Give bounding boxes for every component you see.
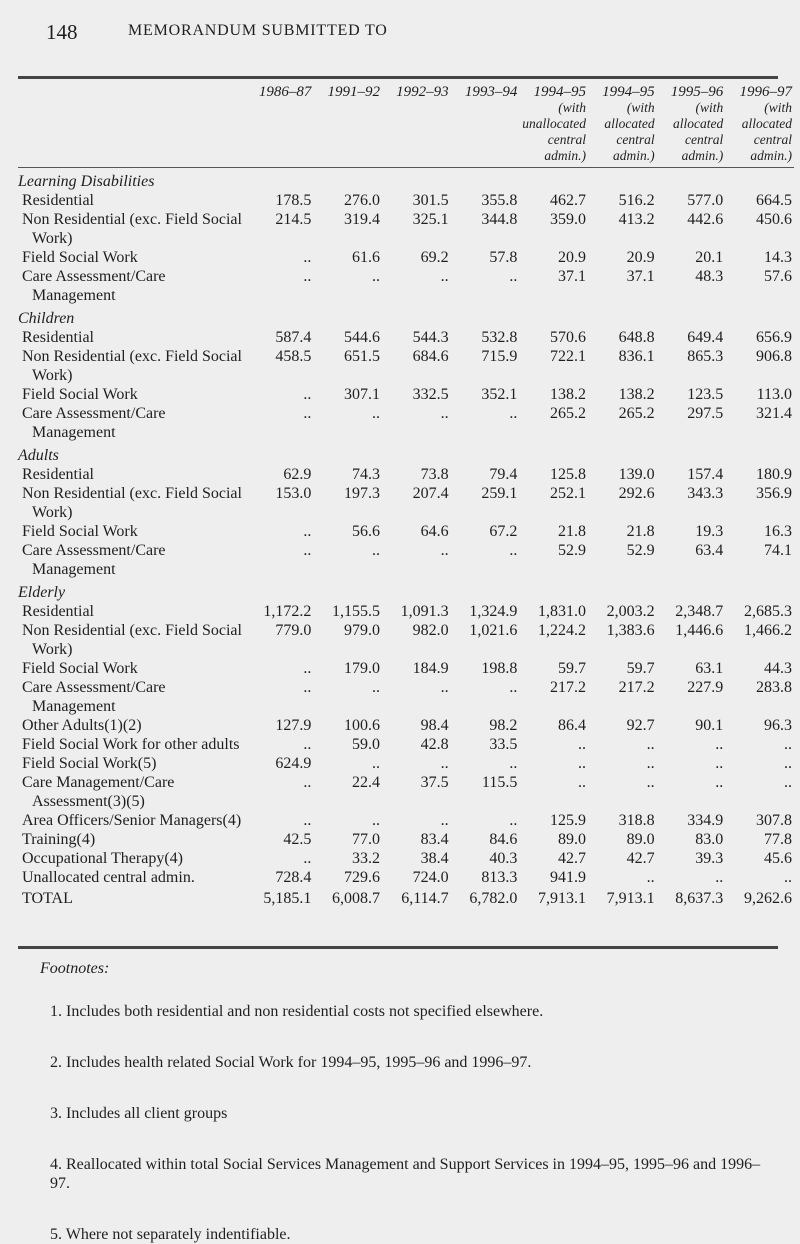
- table-cell: 1,155.5: [332, 603, 380, 620]
- table-cell: ..: [303, 850, 312, 867]
- row-label: Field Social Work(5): [22, 755, 157, 772]
- table-cell: 577.0: [687, 192, 724, 209]
- section-heading-row: [18, 168, 794, 192]
- column-note: (with unallocated central admin.): [522, 100, 586, 163]
- running-title: MEMORANDUM SUBMITTED TO: [128, 22, 388, 39]
- table-cell: 722.1: [549, 348, 586, 365]
- table-cell: 648.8: [618, 329, 655, 346]
- row-label: Field Social Work: [22, 386, 138, 403]
- table-cell: ..: [715, 736, 724, 753]
- total-row: [18, 887, 794, 908]
- table-cell: 6,114.7: [401, 890, 449, 907]
- table-cell: 138.2: [549, 386, 586, 403]
- table-cell: 259.1: [481, 485, 518, 502]
- table-cell: 37.5: [420, 774, 449, 791]
- table-cell: 458.5: [275, 348, 312, 365]
- table-cell: ..: [715, 869, 724, 886]
- table-cell: ..: [646, 736, 655, 753]
- table-cell: ..: [646, 869, 655, 886]
- table-cell: 20.9: [626, 249, 655, 266]
- table-cell: 96.3: [764, 717, 792, 734]
- expenditure-table: [18, 82, 794, 908]
- table-cell: 413.2: [618, 211, 655, 228]
- table-cell: 684.6: [412, 348, 449, 365]
- row-label: Residential: [22, 603, 94, 620]
- table-cell: 2,348.7: [675, 603, 724, 620]
- table-cell: ..: [303, 249, 312, 266]
- column-year: 1995–96: [670, 84, 724, 100]
- table-row: [18, 678, 794, 716]
- table-cell: ..: [646, 755, 655, 772]
- table-cell: ..: [303, 386, 312, 403]
- table-cell: 982.0: [412, 622, 449, 639]
- table-cell: 83.4: [420, 831, 449, 848]
- table-cell: 179.0: [344, 660, 380, 677]
- table-cell: 77.0: [352, 831, 380, 848]
- table-cell: 227.9: [687, 679, 724, 696]
- table-cell: 1,172.2: [263, 603, 312, 620]
- table-cell: 180.9: [756, 466, 792, 483]
- table-cell: ..: [440, 755, 449, 772]
- table-cell: ..: [440, 268, 449, 285]
- table-cell: 100.6: [344, 717, 380, 734]
- top-rule: [18, 76, 778, 79]
- column-header: [382, 82, 451, 168]
- table-row: [18, 522, 794, 541]
- table-row: [18, 210, 794, 248]
- table-cell: 63.4: [695, 542, 724, 559]
- table-cell: 74.1: [764, 542, 792, 559]
- table-row: [18, 465, 794, 484]
- table-cell: ..: [372, 679, 380, 696]
- footnote-item: 1. Includes both residential and non residential costs not specified elsewhere.: [50, 1003, 544, 1020]
- table-cell: 570.6: [549, 329, 586, 346]
- table-cell: 37.1: [557, 268, 586, 285]
- row-label: Non Residential (exc. Field Social Work): [22, 211, 242, 247]
- section-title: Elderly: [18, 584, 66, 601]
- table-cell: 33.2: [352, 850, 380, 867]
- table-cell: 979.0: [344, 622, 380, 639]
- column-year: 1992–93: [396, 84, 449, 100]
- table-cell: 83.0: [695, 831, 724, 848]
- table-cell: 2,003.2: [606, 603, 655, 620]
- section-title: Adults: [18, 447, 59, 464]
- table-cell: 57.6: [764, 268, 792, 285]
- table-cell: 5,185.1: [263, 890, 312, 907]
- table-cell: 21.8: [557, 523, 586, 540]
- table-cell: 325.1: [412, 211, 449, 228]
- table-cell: ..: [577, 736, 586, 753]
- table-cell: ..: [303, 774, 312, 791]
- table-cell: 450.6: [756, 211, 792, 228]
- table-cell: 22.4: [352, 774, 380, 791]
- table-cell: 123.5: [687, 386, 724, 403]
- table-cell: ..: [509, 755, 518, 772]
- table-cell: ..: [509, 679, 518, 696]
- table-cell: 92.7: [626, 717, 655, 734]
- table-cell: ..: [440, 679, 449, 696]
- table-cell: 442.6: [687, 211, 724, 228]
- table-cell: ..: [440, 812, 449, 829]
- table-cell: 63.1: [695, 660, 724, 677]
- table-cell: 656.9: [756, 329, 792, 346]
- table-cell: 178.5: [275, 192, 312, 209]
- table-cell: 89.0: [626, 831, 655, 848]
- footnote-item: 2. Includes health related Social Work for 1994–95, 1995–96 and 1996–97.: [50, 1054, 532, 1071]
- bottom-rule: [18, 946, 778, 949]
- table-cell: 42.7: [557, 850, 586, 867]
- table-cell: ..: [577, 774, 586, 791]
- table-cell: 138.2: [618, 386, 655, 403]
- table-cell: 664.5: [756, 192, 792, 209]
- table-cell: 67.2: [489, 523, 518, 540]
- table-cell: 42.5: [283, 831, 312, 848]
- row-label: Non Residential (exc. Field Social Work): [22, 348, 242, 384]
- table-cell: 9,262.6: [744, 890, 792, 907]
- total-label: TOTAL: [22, 890, 73, 907]
- table-cell: 86.4: [557, 717, 586, 734]
- table-row: [18, 621, 794, 659]
- table-cell: 16.3: [764, 523, 792, 540]
- table-cell: 14.3: [764, 249, 792, 266]
- table-cell: 352.1: [481, 386, 518, 403]
- table-cell: 941.9: [549, 869, 586, 886]
- section-heading-row: [18, 579, 794, 602]
- section-title: Children: [18, 310, 75, 327]
- table-cell: 651.5: [344, 348, 380, 365]
- header-spacer: [18, 82, 245, 168]
- table-cell: 198.8: [481, 660, 518, 677]
- table-cell: 318.8: [618, 812, 655, 829]
- table-cell: 729.6: [344, 869, 380, 886]
- row-label: Unallocated central admin.: [22, 869, 195, 886]
- table-cell: ..: [784, 736, 792, 753]
- section-heading-row: [18, 305, 794, 328]
- table-cell: 7,913.1: [606, 890, 655, 907]
- table-cell: ..: [509, 405, 518, 422]
- column-year: 1994–95: [533, 84, 586, 100]
- table-cell: 42.7: [626, 850, 655, 867]
- table-cell: ..: [646, 774, 655, 791]
- table-cell: 217.2: [618, 679, 655, 696]
- table-row: [18, 659, 794, 678]
- table-cell: 7,913.1: [537, 890, 586, 907]
- table-cell: 252.1: [549, 485, 586, 502]
- table-cell: 113.0: [756, 386, 792, 403]
- column-header-row: [18, 82, 794, 168]
- table-cell: 649.4: [687, 329, 724, 346]
- row-label: Residential: [22, 466, 94, 483]
- table-row: [18, 248, 794, 267]
- row-label: Care Assessment/Care Management: [22, 679, 166, 715]
- table-cell: ..: [509, 542, 518, 559]
- table-cell: ..: [577, 755, 586, 772]
- table-row: [18, 811, 794, 830]
- table-cell: 21.8: [626, 523, 655, 540]
- table-cell: 48.3: [695, 268, 724, 285]
- footnote-item: 3. Includes all client groups: [50, 1105, 228, 1122]
- table-cell: ..: [784, 869, 792, 886]
- table-cell: 516.2: [618, 192, 655, 209]
- table-cell: 343.3: [687, 485, 724, 502]
- column-header: [725, 82, 794, 168]
- table-cell: 321.4: [756, 405, 792, 422]
- table-cell: 64.6: [420, 523, 449, 540]
- table-cell: 127.9: [275, 717, 312, 734]
- column-year: 1996–97: [739, 84, 792, 100]
- table-row: [18, 602, 794, 621]
- table-cell: 865.3: [687, 348, 724, 365]
- table-cell: 334.9: [687, 812, 724, 829]
- table-cell: 276.0: [344, 192, 380, 209]
- table-cell: 98.4: [420, 717, 449, 734]
- table-cell: 319.4: [344, 211, 380, 228]
- table-cell: ..: [303, 812, 312, 829]
- column-year: 1994–95: [602, 84, 655, 100]
- table-row: [18, 404, 794, 442]
- table-cell: 544.3: [412, 329, 449, 346]
- table-cell: 115.5: [481, 774, 518, 791]
- table-cell: 265.2: [618, 405, 655, 422]
- row-label: Field Social Work: [22, 660, 138, 677]
- table-row: [18, 328, 794, 347]
- table-row: [18, 849, 794, 868]
- table-cell: 153.0: [275, 485, 312, 502]
- table-cell: 332.5: [412, 386, 449, 403]
- row-label: Occupational Therapy(4): [22, 850, 183, 867]
- table-cell: ..: [303, 542, 312, 559]
- table-cell: 906.8: [756, 348, 792, 365]
- table-cell: 1,383.6: [606, 622, 655, 639]
- table-cell: ..: [509, 268, 518, 285]
- table-row: [18, 868, 794, 887]
- row-label: Non Residential (exc. Field Social Work): [22, 622, 242, 658]
- table-cell: 307.1: [344, 386, 380, 403]
- table-cell: 139.0: [618, 466, 655, 483]
- section-title: Learning Disabilities: [18, 173, 155, 190]
- table-cell: 59.0: [352, 736, 380, 753]
- table-cell: ..: [303, 405, 312, 422]
- table-row: [18, 484, 794, 522]
- table-cell: 6,782.0: [469, 890, 518, 907]
- table-cell: 292.6: [618, 485, 655, 502]
- table-cell: 20.1: [695, 249, 724, 266]
- table-cell: 39.3: [695, 850, 724, 867]
- table-cell: 779.0: [275, 622, 312, 639]
- table-cell: 1,021.6: [469, 622, 518, 639]
- table-cell: 297.5: [687, 405, 724, 422]
- page-number: 148: [46, 20, 78, 44]
- table-cell: 125.9: [549, 812, 586, 829]
- table-cell: ..: [303, 523, 312, 540]
- table-cell: 355.8: [481, 192, 518, 209]
- section-heading-row: [18, 442, 794, 465]
- table-cell: ..: [303, 660, 312, 677]
- table-cell: 6,008.7: [332, 890, 380, 907]
- table-cell: 207.4: [412, 485, 449, 502]
- table-cell: ..: [784, 755, 792, 772]
- table-cell: 344.8: [481, 211, 518, 228]
- table-cell: 33.5: [489, 736, 518, 753]
- column-header: [519, 82, 588, 168]
- table-cell: 38.4: [420, 850, 449, 867]
- column-header: [657, 82, 726, 168]
- table-cell: 52.9: [557, 542, 586, 559]
- table-cell: ..: [715, 755, 724, 772]
- table-cell: ..: [372, 542, 380, 559]
- table-cell: 79.4: [489, 466, 518, 483]
- table-cell: ..: [372, 755, 380, 772]
- row-label: Care Assessment/Care Management: [22, 542, 166, 578]
- table-row: [18, 716, 794, 735]
- table-cell: 307.8: [756, 812, 792, 829]
- column-year: 1986–87: [258, 84, 312, 100]
- table-cell: 265.2: [549, 405, 586, 422]
- row-label: Residential: [22, 192, 94, 209]
- table-cell: 587.4: [275, 329, 312, 346]
- row-label: Field Social Work for other adults: [22, 736, 240, 753]
- table-cell: ..: [372, 268, 380, 285]
- table-cell: 1,466.2: [744, 622, 792, 639]
- table-cell: 1,831.0: [537, 603, 586, 620]
- table-cell: ..: [303, 268, 312, 285]
- table-cell: 69.2: [420, 249, 449, 266]
- table-cell: 1,224.2: [537, 622, 586, 639]
- table-cell: 52.9: [626, 542, 655, 559]
- table-cell: 8,637.3: [675, 890, 724, 907]
- table-cell: 1,324.9: [469, 603, 518, 620]
- table-cell: ..: [440, 542, 449, 559]
- footnotes: [40, 960, 780, 1244]
- table-cell: 157.4: [687, 466, 724, 483]
- table-cell: 89.0: [557, 831, 586, 848]
- table-cell: 59.7: [557, 660, 586, 677]
- table-cell: 45.6: [764, 850, 792, 867]
- table-cell: 73.8: [420, 466, 449, 483]
- column-year: 1991–92: [327, 84, 380, 100]
- table-cell: 77.8: [764, 831, 792, 848]
- column-note: (with allocated central admin.): [741, 100, 792, 163]
- table-cell: ..: [440, 405, 449, 422]
- column-year: 1993–94: [464, 84, 518, 100]
- table-cell: 62.9: [283, 466, 312, 483]
- table-cell: 813.3: [481, 869, 518, 886]
- column-header: [588, 82, 657, 168]
- row-label: Residential: [22, 329, 94, 346]
- table-cell: ..: [303, 736, 312, 753]
- table-cell: 836.1: [618, 348, 655, 365]
- footnote-item: 4. Reallocated within total Social Services Management and Support Services in 1994–95, 1995–96 and 1996–97.: [50, 1156, 761, 1192]
- table-cell: 57.8: [489, 249, 518, 266]
- table-cell: 59.7: [626, 660, 655, 677]
- row-label: Field Social Work: [22, 523, 138, 540]
- table-cell: 84.6: [489, 831, 518, 848]
- column-header: [245, 82, 314, 168]
- table-cell: 98.2: [489, 717, 518, 734]
- table-cell: 42.8: [420, 736, 449, 753]
- table-row: [18, 191, 794, 210]
- table-cell: 1,091.3: [400, 603, 449, 620]
- table-cell: 301.5: [412, 192, 449, 209]
- table-cell: 37.1: [626, 268, 655, 285]
- footnotes-title: Footnotes:: [40, 960, 110, 977]
- table-cell: ..: [372, 812, 380, 829]
- table-cell: 214.5: [275, 211, 312, 228]
- table-row: [18, 347, 794, 385]
- table-cell: 19.3: [695, 523, 724, 540]
- table-cell: 283.8: [756, 679, 792, 696]
- table-cell: 56.6: [352, 523, 380, 540]
- table-cell: ..: [715, 774, 724, 791]
- table-cell: ..: [372, 405, 380, 422]
- row-label: Other Adults(1)(2): [22, 717, 142, 734]
- table-cell: 356.9: [756, 485, 792, 502]
- table-cell: 624.9: [275, 755, 312, 772]
- table-cell: ..: [784, 774, 792, 791]
- row-label: Area Officers/Senior Managers(4): [22, 812, 242, 829]
- page-header: [46, 20, 756, 46]
- table-cell: ..: [509, 812, 518, 829]
- table-cell: 724.0: [412, 869, 449, 886]
- row-label: Field Social Work: [22, 249, 138, 266]
- table-row: [18, 541, 794, 579]
- table-cell: 715.9: [481, 348, 518, 365]
- table-cell: 40.3: [489, 850, 518, 867]
- table-cell: 1,446.6: [675, 622, 724, 639]
- table-cell: 532.8: [481, 329, 518, 346]
- table-row: [18, 735, 794, 754]
- table-cell: 2,685.3: [744, 603, 792, 620]
- table-cell: 74.3: [352, 466, 380, 483]
- table-cell: ..: [303, 679, 312, 696]
- row-label: Non Residential (exc. Field Social Work): [22, 485, 242, 521]
- table-row: [18, 754, 794, 773]
- column-header: [451, 82, 520, 168]
- table-cell: 197.3: [344, 485, 380, 502]
- row-label: Care Management/Care Assessment(3)(5): [22, 774, 175, 810]
- table-cell: 462.7: [549, 192, 586, 209]
- table-row: [18, 773, 794, 811]
- table-row: [18, 267, 794, 305]
- table-cell: 359.0: [549, 211, 586, 228]
- row-label: Training(4): [22, 831, 96, 848]
- table-cell: 90.1: [695, 717, 724, 734]
- table-cell: 125.8: [549, 466, 586, 483]
- row-label: Care Assessment/Care Management: [22, 268, 166, 304]
- row-label: Care Assessment/Care Management: [22, 405, 166, 441]
- table-cell: 544.6: [344, 329, 380, 346]
- table-cell: 44.3: [764, 660, 792, 677]
- footnote-item: 5. Where not separately indentifiable.: [50, 1226, 291, 1243]
- table-cell: 61.6: [352, 249, 380, 266]
- table-cell: 217.2: [549, 679, 586, 696]
- table-row: [18, 830, 794, 849]
- column-note: (with allocated central admin.): [604, 100, 655, 163]
- column-note: (with allocated central admin.): [673, 100, 724, 163]
- table-cell: 728.4: [275, 869, 312, 886]
- table-cell: 20.9: [557, 249, 586, 266]
- column-header: [313, 82, 382, 168]
- table-cell: 184.9: [412, 660, 449, 677]
- table-row: [18, 385, 794, 404]
